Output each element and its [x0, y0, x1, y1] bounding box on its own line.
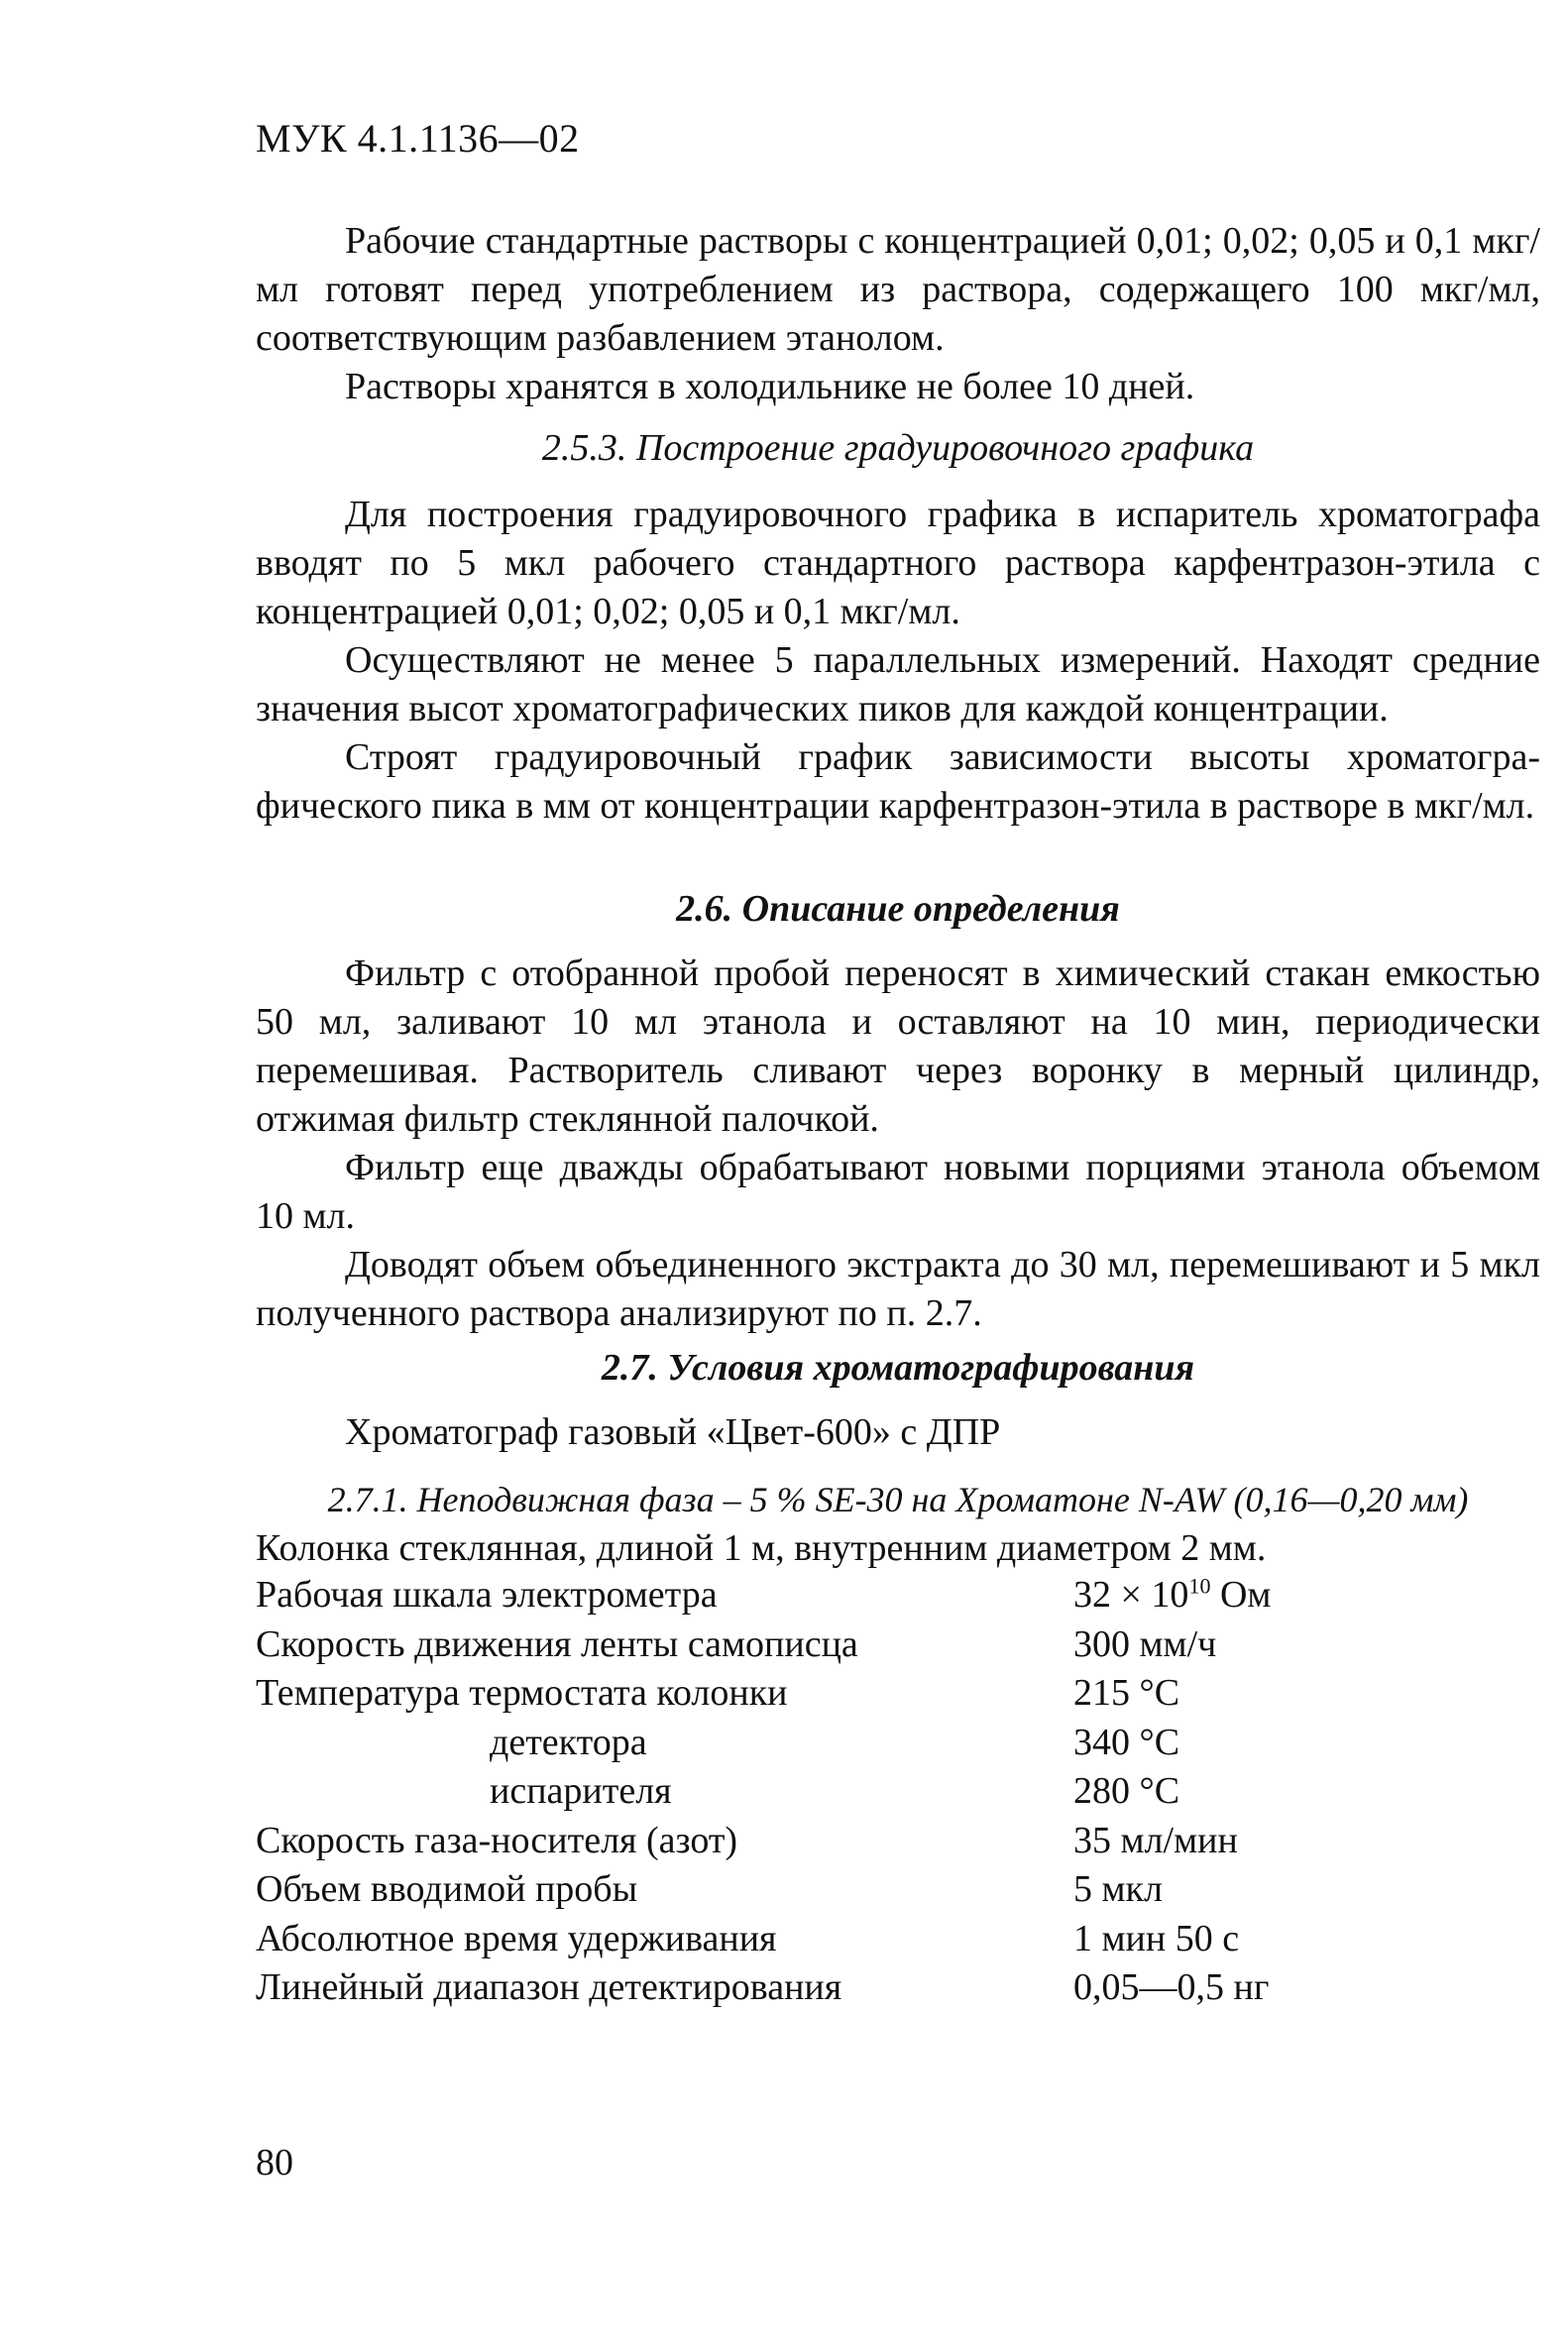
chromatography-parameters — [256, 1573, 1346, 2015]
parameter-value: 300 мм/ч — [1073, 1622, 1217, 1665]
paragraph: Строят градуировочный график зависимости высоты хроматографического пика в мм от концентрации карфентразон-этила в растворе в мкг/мл. — [256, 736, 1540, 827]
parameter-label: Абсолютное время удерживания — [256, 1917, 777, 1959]
paragraph: Рабочие стандартные растворы с концентрацией 0,01; 0,02; 0,05 и 0,1 мкг/мл готовят перед употреблением из раствора, содержащего 100 мкг/мл, соответствующим разбавлением этанолом. — [256, 220, 1540, 359]
section-heading-2-5-3: 2.5.3. Построение градуировочного графика — [541, 427, 1255, 469]
parameter-label: Рабочая шкала электрометра — [256, 1574, 718, 1616]
parameter-value: 215 °С — [1073, 1672, 1180, 1714]
parameter-value: 340 °С — [1073, 1721, 1180, 1763]
section-2-6-text — [256, 950, 1540, 1338]
parameter-label: Объем вводимой пробы — [256, 1868, 638, 1910]
parameter-row — [256, 1819, 1346, 1868]
section-heading-2-6: 2.6. Описание определения — [676, 888, 1120, 930]
parameter-row — [256, 1867, 1346, 1917]
parameter-label: Скорость газа-носителя (азот) — [256, 1819, 738, 1861]
intro-text-block — [256, 217, 1540, 411]
section-heading-2-7: 2.7. Условия хроматографирования — [601, 1347, 1195, 1389]
parameter-label: Скорость движения ленты самописца — [256, 1622, 858, 1665]
paragraph: Доводят объем объединенного экстракта до 30 мл, перемешивают и 5 мкл полученного раствора анализируют по п. 2.7. — [256, 1244, 1540, 1334]
parameter-label: Линейный диапазон детектирования — [256, 1966, 842, 2008]
parameter-label: испарителя — [490, 1770, 672, 1812]
parameter-label: Температура термостата колонки — [256, 1672, 788, 1714]
parameter-value: 35 мл/мин — [1073, 1819, 1238, 1861]
paragraph: Для построения градуировочного графика в испаритель хроматографа вводят по 5 мкл рабочего стандартного раствора карфентразон-этила с концентрацией 0,01; 0,02; 0,05 и 0,1 мкг/мл. — [256, 494, 1540, 632]
parameter-row — [256, 1965, 1346, 2015]
stationary-phase-line: 2.7.1. Неподвижная фаза – 5 % SE-30 на Хроматоне N-AW (0,16—0,20 мм) — [327, 1480, 1469, 1519]
parameter-label: детектора — [490, 1721, 647, 1763]
parameter-row — [256, 1769, 1346, 1819]
column-description-line: Колонка стеклянная, длиной 1 м, внутренним диаметром 2 мм. — [256, 1527, 1267, 1569]
parameter-row — [256, 1573, 1346, 1622]
paragraph: Фильтр с отобранной пробой переносят в химический стакан емкостью 50 мл, заливают 10 мл этанола и оставляют на 10 мин, периодически перемешивая. Растворитель сливают через воронку в мерный цилиндр, отжимая фильтр стеклянной палочкой. — [256, 952, 1540, 1140]
parameter-value: $32 \times 10^{10}$ Ом — [1073, 1573, 1272, 1616]
paragraph: Осуществляют не менее 5 параллельных измерений. Находят средние значения высот хроматографических пиков для каждой концентрации. — [256, 639, 1540, 729]
paragraph: Фильтр еще дважды обрабатывают новыми порциями этанола объемом 10 мл. — [256, 1147, 1540, 1237]
paragraph: Растворы хранятся в холодильнике не более 10 дней. — [345, 366, 1195, 407]
parameter-row — [256, 1917, 1346, 1966]
parameter-row — [256, 1721, 1346, 1770]
section-2-5-3-text — [256, 491, 1540, 831]
parameter-row — [256, 1671, 1346, 1721]
page-number: 80 — [256, 2142, 293, 2183]
parameter-row — [256, 1622, 1346, 1672]
parameter-value: 5 мкл — [1073, 1868, 1163, 1910]
instrument-line: Хроматограф газовый «Цвет-600» с ДПР — [345, 1411, 1001, 1453]
parameter-value: 0,05—0,5 нг — [1073, 1966, 1270, 2008]
parameter-value: 1 мин 50 с — [1073, 1917, 1240, 1959]
document-code-header: МУК 4.1.1136—02 — [256, 116, 580, 161]
parameter-value: 280 °С — [1073, 1770, 1180, 1812]
